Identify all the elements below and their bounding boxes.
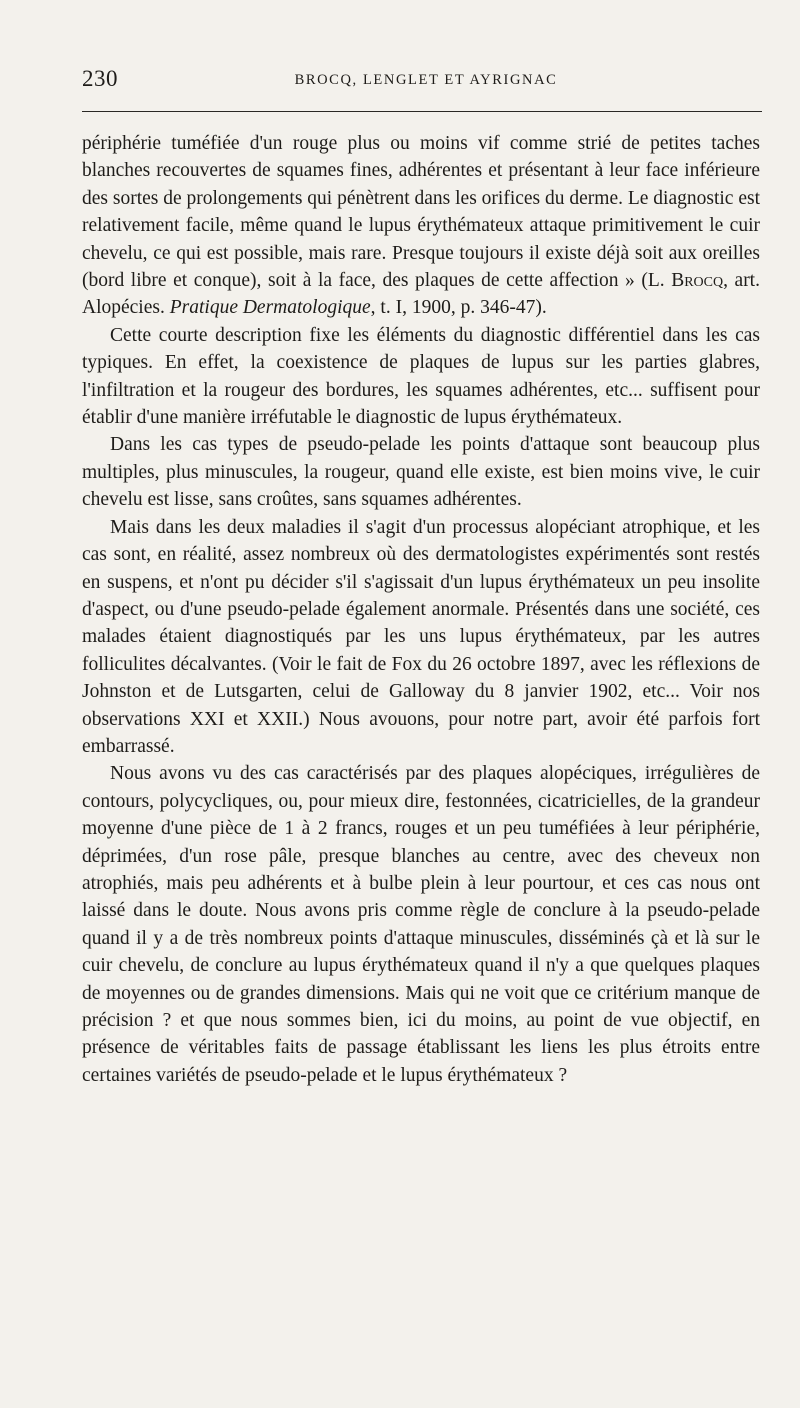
paragraph xyxy=(82,514,760,761)
running-head: BROCQ, LENGLET ET AYRIGNAC xyxy=(294,72,558,88)
header-rule xyxy=(82,111,762,112)
paragraph-text: périphérie tuméfiée d'un rouge plus ou moins vif comme strié de petites taches blanches recouvertes de squames fines, adhérentes et présentant à leur face inférieure des sortes de prolongements qui pénètrent dans les orifices du derme. Le diagnostic est relativement facile, même quand le lupus érythémateux attaque primitivement le cuir chevelu, ce qui est possible, mais rare. Presque toujours il existe déjà soit aux oreilles (bord libre et conque), soit à la face, des plaques de cette affection » (L. xyxy=(82,133,760,292)
paragraph-text: , art. Alopécies. xyxy=(82,270,760,319)
paragraph-text: Nous avons vu des cas caractérisés par des plaques alopéciques, irrégulières de contours, polycycliques, ou, pour mieux dire, festonnées, cicatricielles, de la grandeur moyenne d'une pièce de 1 à 2 francs, rouges et un peu tuméfiées à leur périphérie, déprimées, d'un rose pâle, presque blanches au centre, avec des cheveux non atrophiés, mais peu adhérents et à bulbe plein à leur pourtour, et ces cas nous ont laissé dans le doute. Nous avons pris comme règle de conclure à la pseudo-pelade quand il y a de très nombreux points d'attaque minuscules, disséminés çà et là sur le cuir chevelu, de conclure au lupus érythémateux quand il n'y a que quelques plaques de moyennes ou de grandes dimensions. Mais qui ne voit que ce critérium manque de précision ? et que nous sommes bien, ici du moins, au point de vue objectif, en présence de véritables faits de passage établissant les liens les plus étroits entre certaines variétés de pseudo-pelade et le lupus érythémateux ? xyxy=(82,763,760,1086)
paragraph xyxy=(82,760,760,1089)
paragraph xyxy=(82,431,760,513)
paragraph-text: Brocq xyxy=(671,270,724,292)
page-header xyxy=(82,66,758,102)
paragraph-text: Cette courte description fixe les éléments du diagnostic différentiel dans les cas typiques. En effet, la coexistence de plaques de lupus sur les parties glabres, l'infiltration et la rougeur des bordures, les squames adhérentes, etc... suffisent pour établir d'une manière irréfutable le diagnostic de lupus érythémateux. xyxy=(82,324,760,429)
paragraph-text: , t. I, 1900, p. 346-47). xyxy=(370,297,547,319)
paragraph-text: Pratique Dermatologique xyxy=(169,297,371,319)
page-number: 230 xyxy=(82,66,118,91)
body-text xyxy=(82,130,760,1089)
paragraph xyxy=(82,322,760,432)
paragraph xyxy=(82,130,760,322)
paragraph-text: Dans les cas types de pseudo-pelade les points d'attaque sont beaucoup plus multiples, plus minuscules, la rougeur, quand elle existe, est bien moins vive, le cuir chevelu est lisse, sans croûtes, sans squames adhérentes. xyxy=(82,434,760,511)
paragraph-text: Mais dans les deux maladies il s'agit d'un processus alopéciant atrophique, et les cas sont, en réalité, assez nombreux où des dermatologistes expérimentés sont restés en suspens, et n'ont pu décider s'il s'agissait d'un lupus érythémateux un peu insolite d'aspect, ou d'une pseudo-pelade également anormale. Présentés dans une société, ces malades étaient diagnostiqués par les uns lupus érythémateux, par les autres folliculites décalvantes. (Voir le fait de Fox du 26 octobre 1897, avec les réflexions de Johnston et de Lutsgarten, celui de Galloway du 8 janvier 1902, etc... Voir nos observations XXI et XXII.) Nous avouons, pour notre part, avoir été parfois fort embarrassé. xyxy=(82,516,760,757)
